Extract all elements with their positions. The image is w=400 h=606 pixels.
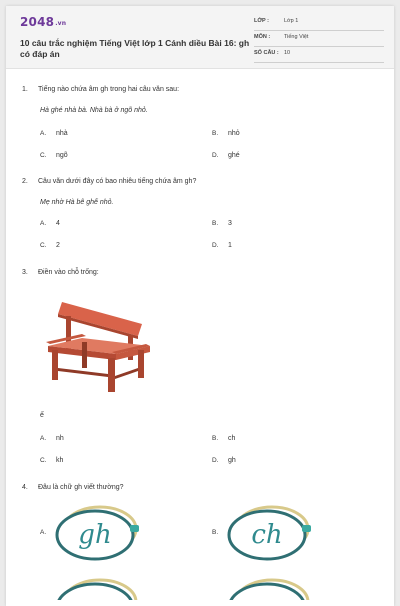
q3-option-d[interactable]: [212, 457, 236, 464]
question-text: Đâu là chữ gh viết thường?: [38, 484, 124, 491]
q2-option-d[interactable]: [212, 242, 232, 249]
question-2-quote: Mẹ nhờ Hà bê ghế nhỏ.: [40, 199, 114, 206]
worksheet-header: [6, 6, 394, 69]
option-text: 2: [56, 242, 60, 249]
option-letter: B.: [212, 435, 219, 442]
option-letter: A.: [40, 130, 47, 137]
question-number: 1.: [22, 86, 28, 93]
question-number: 3.: [22, 269, 28, 276]
logo-tld: .vn: [55, 20, 67, 27]
handwriting-gh-image: [50, 503, 140, 563]
option-text: nhà: [56, 130, 68, 137]
option-text: gh: [228, 457, 236, 464]
option-letter: D.: [212, 457, 219, 464]
q1-option-c[interactable]: [40, 152, 68, 159]
option-letter: B.: [212, 529, 219, 536]
option-text: nhỏ: [228, 130, 240, 137]
worksheet-page: [6, 6, 394, 606]
q2-option-b[interactable]: [212, 220, 232, 227]
option-letter: C.: [40, 457, 47, 464]
q3-option-a[interactable]: [40, 435, 64, 442]
q1-option-a[interactable]: [40, 130, 68, 137]
q3-option-b[interactable]: [212, 435, 235, 442]
bench-image: [42, 288, 156, 402]
option-text: ch: [228, 435, 236, 442]
meta-count-row: [254, 48, 384, 63]
q1-option-b[interactable]: [212, 130, 240, 137]
meta-subject-value: Tiếng Việt: [284, 34, 309, 40]
option-text: ngõ: [56, 152, 68, 159]
meta-subject-row: [254, 32, 384, 47]
logo-text: 2048: [20, 15, 55, 29]
q4-option-b[interactable]: [212, 503, 322, 563]
worksheet-title: 10 câu trắc nghiệm Tiếng Việt lớp 1 Cánh diều Bài 16: gh có đáp án: [20, 38, 250, 59]
question-text: Điền vào chỗ trống:: [38, 269, 99, 276]
option-letter: C.: [40, 152, 47, 159]
q1-option-d[interactable]: [212, 152, 240, 159]
option-letter: A.: [40, 435, 47, 442]
option-text: 3: [228, 220, 232, 227]
site-logo[interactable]: [20, 15, 66, 29]
question-text: Câu văn dưới đây có bao nhiêu tiếng chứa âm gh?: [38, 178, 197, 185]
option-letter: B.: [212, 130, 219, 137]
option-letter: D.: [212, 242, 219, 249]
question-number: 4.: [22, 484, 28, 491]
q2-option-a[interactable]: [40, 220, 60, 227]
q3-option-c[interactable]: [40, 457, 63, 464]
option-letter: A.: [40, 529, 47, 536]
handwriting-ch-image: [222, 503, 312, 563]
option-letter: A.: [40, 220, 47, 227]
question-1-quote: Hà ghé nhà bà. Nhà bà ở ngõ nhỏ.: [40, 107, 148, 114]
handwriting-option-partial-left: [50, 578, 140, 600]
question-text: Tiếng nào chứa âm gh trong hai câu văn sau:: [38, 86, 180, 93]
option-text: 1: [228, 242, 232, 249]
q2-option-c[interactable]: [40, 242, 60, 249]
option-letter: D.: [212, 152, 219, 159]
meta-subject-label: MÔN :: [254, 34, 271, 40]
q4-option-a[interactable]: [40, 503, 150, 563]
option-letter: C.: [40, 242, 47, 249]
meta-count-label: SỐ CÂU :: [254, 50, 279, 56]
meta-class-value: Lớp 1: [284, 18, 299, 24]
handwriting-option-partial-right: [222, 578, 312, 600]
option-letter: B.: [212, 220, 219, 227]
option-text: nh: [56, 435, 64, 442]
option-text: 4: [56, 220, 60, 227]
question-number: 2.: [22, 178, 28, 185]
meta-count-value: 10: [284, 50, 291, 56]
handwriting-gh-text: gh: [78, 520, 112, 550]
meta-class-label: LỚP :: [254, 18, 269, 24]
option-text: kh: [56, 457, 64, 464]
option-text: ghé: [228, 152, 240, 159]
q3-blank: ế: [40, 412, 44, 419]
handwriting-ch-text: ch: [251, 520, 283, 550]
meta-class-row: [254, 16, 384, 31]
